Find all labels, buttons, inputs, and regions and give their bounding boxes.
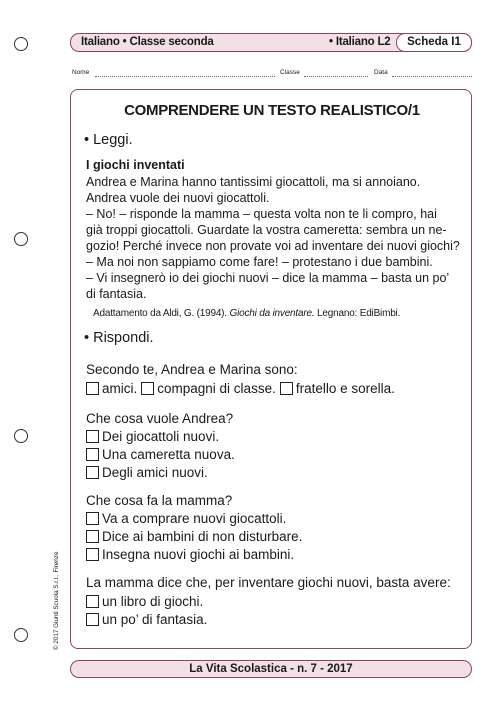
checkbox[interactable] xyxy=(86,382,99,395)
question-3-options xyxy=(86,509,302,563)
story-line: gozio! Perché invece non provate voi ad inventare dei nuovi giochi? xyxy=(86,239,460,253)
option-label: Degli amici nuovi. xyxy=(102,464,208,480)
student-fields xyxy=(72,69,474,81)
option-label: amici. xyxy=(102,380,138,396)
date-label: Data xyxy=(374,69,388,76)
checkbox[interactable] xyxy=(86,512,99,525)
question-1-options xyxy=(86,379,399,397)
story-text xyxy=(86,174,466,302)
class-label: Classe xyxy=(280,69,300,76)
binder-hole xyxy=(14,628,28,642)
date-field[interactable] xyxy=(392,76,472,77)
name-label: Nome xyxy=(72,69,90,76)
checkbox[interactable] xyxy=(86,595,99,608)
option-item[interactable] xyxy=(86,427,235,445)
source-suffix: Legnano: EdiBimbi. xyxy=(317,308,401,319)
copyright-note: © 2017 Giunti Scuola S.r.l., Firenze xyxy=(53,551,60,650)
option-item[interactable] xyxy=(86,592,207,610)
option-item[interactable] xyxy=(86,463,235,481)
subject-tag: • Italiano L2 xyxy=(329,36,391,48)
option-label: Dice ai bambini di non disturbare. xyxy=(102,528,303,544)
option-item[interactable] xyxy=(86,545,302,563)
worksheet-title: COMPRENDERE UN TESTO REALISTICO/1 xyxy=(124,102,420,119)
sheet-badge: Scheda I1 xyxy=(396,33,472,52)
question-4: La mamma dice che, per inventare giochi nuovi, basta avere: xyxy=(86,575,451,590)
checkbox[interactable] xyxy=(86,466,99,479)
checkbox[interactable] xyxy=(86,548,99,561)
option-item[interactable] xyxy=(280,379,395,397)
option-label: un libro di giochi. xyxy=(102,593,204,609)
read-heading: • Leggi. xyxy=(84,132,133,148)
question-1: Secondo te, Andrea e Marina sono: xyxy=(86,362,298,377)
binder-hole xyxy=(14,232,28,246)
option-label: Va a comprare nuovi giocattoli. xyxy=(102,510,287,526)
subject-class: Italiano • Classe seconda xyxy=(81,36,214,48)
question-2-options xyxy=(86,427,235,481)
story-line: – No! – risponde la mamma – questa volta non te li compro, hai xyxy=(86,207,437,221)
option-item[interactable] xyxy=(86,527,302,545)
answer-heading: • Rispondi. xyxy=(84,330,154,346)
option-label: compagni di classe. xyxy=(157,380,276,396)
checkbox[interactable] xyxy=(141,382,154,395)
story-line: di fantasia. xyxy=(86,287,147,301)
option-label: fratello e sorella. xyxy=(295,380,395,396)
question-2: Che cosa vuole Andrea? xyxy=(86,411,234,426)
story-title: I giochi inventati xyxy=(86,158,185,172)
checkbox[interactable] xyxy=(86,430,99,443)
story-line: Andrea vuole dei nuovi giocattoli. xyxy=(86,191,270,205)
header-bar xyxy=(70,33,472,52)
option-item[interactable] xyxy=(86,509,302,527)
option-item[interactable] xyxy=(86,445,235,463)
source-citation xyxy=(93,308,400,319)
story-line: già troppi giocattoli. Guardate la vostra cameretta: sembra un ne- xyxy=(86,223,447,237)
option-item[interactable] xyxy=(86,379,137,397)
worksheet-box xyxy=(70,89,472,649)
checkbox[interactable] xyxy=(86,448,99,461)
checkbox[interactable] xyxy=(280,382,293,395)
option-item[interactable] xyxy=(86,610,207,628)
checkbox[interactable] xyxy=(86,613,99,626)
question-3: Che cosa fa la mamma? xyxy=(86,493,233,508)
option-label: Dei giocattoli nuovi. xyxy=(102,428,220,444)
option-item[interactable] xyxy=(141,379,276,397)
source-prefix: Adattamento da Aldi, G. (1994). xyxy=(93,308,227,319)
story-line: – Vi insegnerò io dei giochi nuovi – dice la mamma – basta un po’ xyxy=(86,271,450,285)
story-line: Andrea e Marina hanno tantissimi giocattoli, ma si annoiano. xyxy=(86,175,421,189)
name-field[interactable] xyxy=(95,76,275,77)
class-field[interactable] xyxy=(304,76,368,77)
binder-hole xyxy=(14,37,28,51)
checkbox[interactable] xyxy=(86,530,99,543)
story-line: – Ma noi non sappiamo come fare! – protestano i due bambini. xyxy=(86,255,433,269)
option-label: Insegna nuovi giochi ai bambini. xyxy=(102,546,295,562)
question-4-options xyxy=(86,592,207,628)
option-label: un po’ di fantasia. xyxy=(102,611,208,627)
option-label: Una cameretta nuova. xyxy=(102,446,235,462)
source-title: Giochi da inventare. xyxy=(229,308,315,319)
binder-hole xyxy=(14,429,28,443)
footer-bar: La Vita Scolastica - n. 7 - 2017 xyxy=(70,660,472,678)
